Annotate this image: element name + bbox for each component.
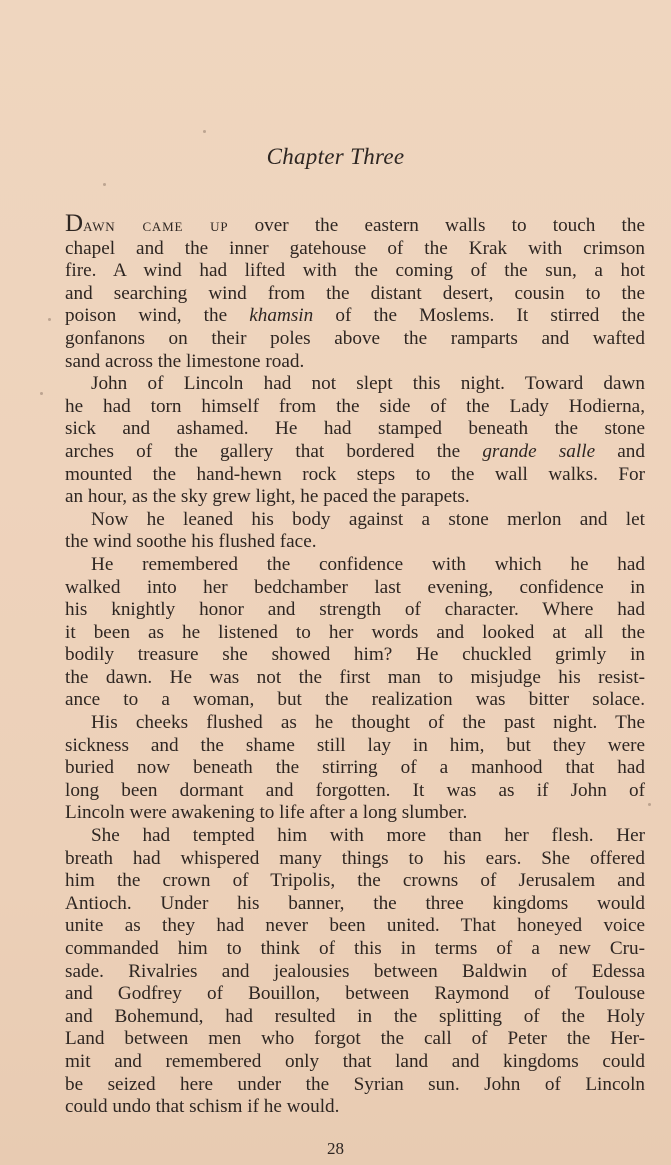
text-line: poison wind, the khamsin of the Moslems. It stirred the	[65, 305, 645, 327]
text-line: him the crown of Tripolis, the crowns of Jerusalem and	[65, 870, 645, 892]
text-line: sade. Rivalries and jealousies between Baldwin of Edessa	[65, 960, 645, 982]
paper-speck	[103, 183, 106, 186]
text-line: He remembered the confidence with which he had	[91, 553, 645, 575]
text-line: bodily treasure she showed him? He chuckled grimly in	[65, 644, 645, 666]
text-line: sickness and the shame still lay in him, but they were	[65, 734, 645, 756]
text-line: and searching wind from the distant desert, cousin to the	[65, 282, 645, 304]
text-line: buried now beneath the stirring of a manhood that had	[65, 757, 645, 779]
text-line: mounted the hand-hewn rock steps to the wall walks. For	[65, 463, 645, 485]
text-line: She had tempted him with more than her flesh. Her	[91, 825, 645, 847]
text-line: Dawn came up over the eastern walls to touch the	[65, 210, 645, 237]
page-number: 28	[327, 1139, 344, 1158]
text-line: the wind soothe his flushed face.	[65, 531, 317, 553]
text-line: breath had whispered many things to his ears. She offered	[65, 847, 645, 869]
chapter-title: Chapter Three	[266, 144, 405, 169]
text-line: commanded him to think of this in terms of a new Cru-	[65, 938, 645, 959]
italic-term: khamsin	[249, 305, 314, 327]
text-line: mit and remembered only that land and kingdoms could	[65, 1050, 645, 1072]
text-line: sand across the limestone road.	[65, 350, 305, 372]
drop-cap: D	[65, 210, 84, 237]
text-line: he had torn himself from the side of the Lady Hodierna,	[65, 395, 645, 417]
body-text	[65, 210, 645, 1119]
paper-speck	[48, 318, 51, 321]
text-line: sick and ashamed. He had stamped beneath the stone	[65, 418, 645, 440]
paragraph-6	[65, 825, 645, 1119]
text-line: be seized here under the Syrian sun. John of Lincoln	[65, 1073, 645, 1095]
paragraph-3	[65, 509, 645, 554]
text-line: an hour, as the sky grew light, he paced the parapets.	[65, 486, 470, 508]
paper-speck	[203, 130, 206, 133]
paragraph-2	[65, 373, 645, 509]
text-line: His cheeks flushed as he thought of the past night. The	[91, 712, 645, 734]
text-line: Antioch. Under his banner, the three kingdoms would	[65, 892, 645, 914]
text-line: Lincoln were awakening to life after a long slumber.	[65, 802, 468, 824]
text-line: arches of the gallery that bordered the grande salle and	[65, 440, 645, 462]
text-line: could undo that schism if he would.	[65, 1096, 340, 1118]
text-line: ance to a woman, but the realization was bitter solace.	[65, 689, 645, 711]
text-line: long been dormant and forgotten. It was as if John of	[65, 779, 645, 801]
paragraph-5	[65, 712, 645, 825]
paragraph-4	[65, 554, 645, 712]
text-line: his knightly honor and strength of character. Where had	[65, 599, 645, 621]
text-line: walked into her bedchamber last evening, confidence in	[65, 576, 645, 598]
text-line: fire. A wind had lifted with the coming of the sun, a hot	[65, 260, 645, 282]
paragraph-1	[65, 210, 645, 373]
text-line: and Godfrey of Bouillon, between Raymond of Toulouse	[65, 983, 645, 1005]
text-line: Land between men who forgot the call of Peter the Her-	[65, 1028, 645, 1050]
paper-speck	[40, 392, 43, 395]
text-line: the dawn. He was not the first man to misjudge his resist-	[65, 666, 645, 688]
text-line: it been as he listened to her words and looked at all the	[65, 621, 645, 643]
text-line: chapel and the inner gatehouse of the Krak with crimson	[65, 237, 645, 259]
text-line: Now he leaned his body against a stone merlon and let	[91, 508, 645, 530]
small-caps-opening: awn came up	[83, 215, 229, 236]
italic-term: grande salle	[482, 440, 596, 462]
text-line: unite as they had never been united. That honeyed voice	[65, 915, 645, 937]
text-line: gonfanons on their poles above the ramparts and wafted	[65, 327, 645, 349]
text-line: and Bohemund, had resulted in the splitting of the Holy	[65, 1005, 645, 1027]
text-line: John of Lincoln had not slept this night. Toward dawn	[91, 373, 645, 395]
paper-speck	[648, 803, 651, 806]
